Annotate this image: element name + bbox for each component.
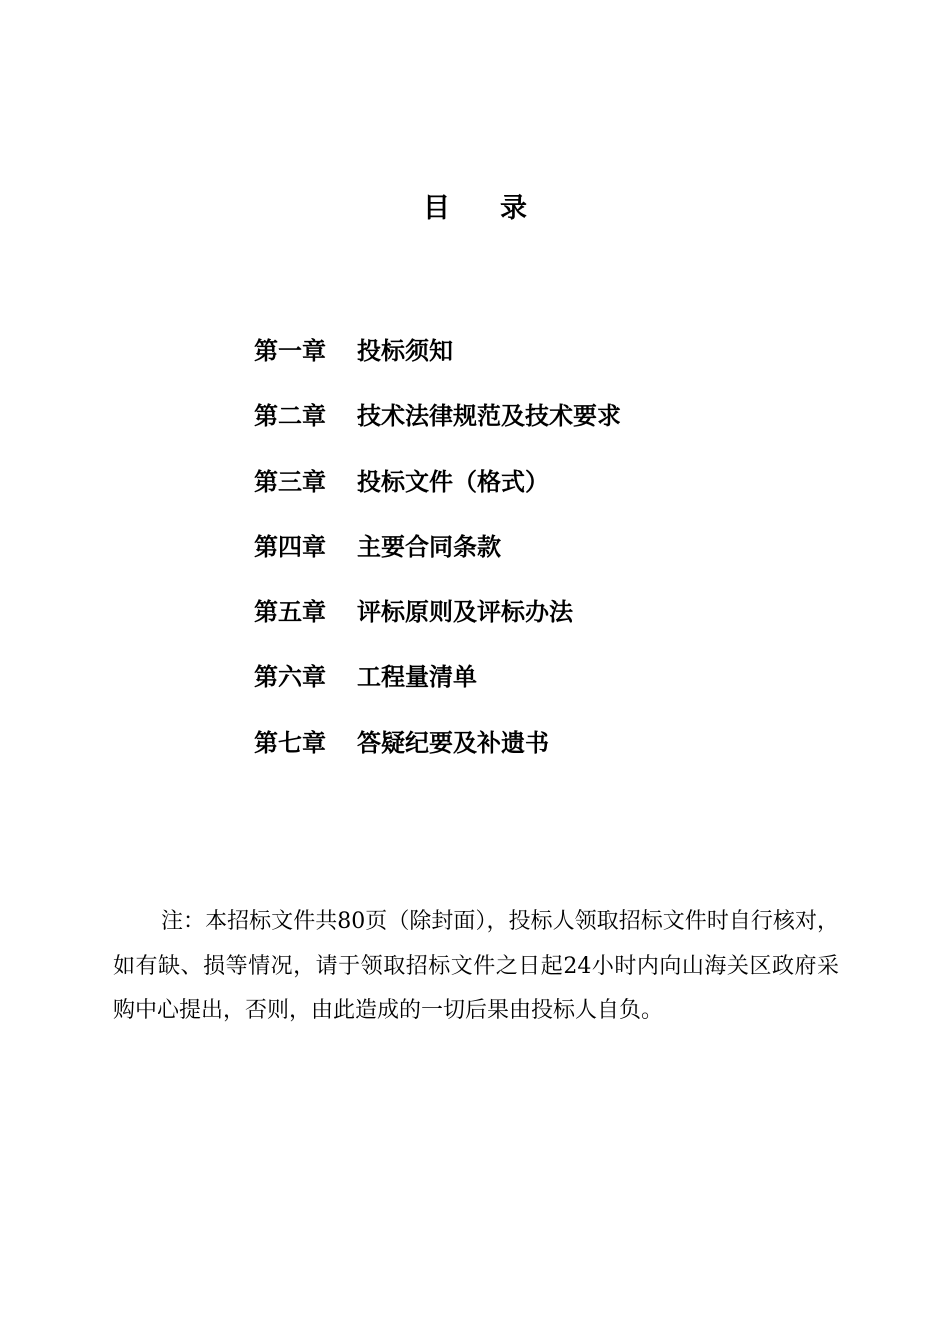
table-of-contents: [254, 333, 621, 790]
chapter-title: 投标须知: [357, 337, 453, 365]
toc-item-6: [254, 659, 621, 724]
chapter-number: 第三章: [254, 467, 326, 496]
note-paragraph: 注：本招标文件共80页（除封面），投标人领取招标文件时自行核对，如有缺、损等情况，请于领取招标文件之日起24小时内向山海关区政府采购中心提出，否则，由此造成的一切后果由投标人自负。: [113, 909, 839, 1023]
chapter-title: 投标文件（格式）: [357, 467, 549, 496]
chapter-title: 答疑纪要及补遗书: [357, 728, 549, 757]
chapter-title: 工程量清单: [357, 663, 477, 692]
toc-item-1: [254, 333, 621, 398]
chapter-number: 第七章: [254, 728, 326, 757]
toc-item-4: [254, 529, 621, 594]
chapter-title: 主要合同条款: [357, 532, 501, 561]
chapter-number: 第六章: [254, 663, 326, 692]
chapter-number: 第五章: [254, 598, 326, 627]
page-title: [0, 186, 950, 225]
toc-item-7: [254, 725, 621, 790]
chapter-number: 第二章: [254, 402, 326, 431]
chapter-number: 第四章: [254, 532, 326, 561]
toc-item-5: [254, 594, 621, 659]
toc-item-3: [254, 464, 621, 529]
title-char-1: 目: [423, 193, 450, 224]
chapter-title: 技术法律规范及技术要求: [357, 402, 621, 431]
toc-item-2: [254, 398, 621, 463]
chapter-number: 第一章: [254, 337, 326, 365]
chapter-title: 评标原则及评标办法: [357, 598, 573, 627]
title-char-2: 录: [500, 193, 527, 224]
